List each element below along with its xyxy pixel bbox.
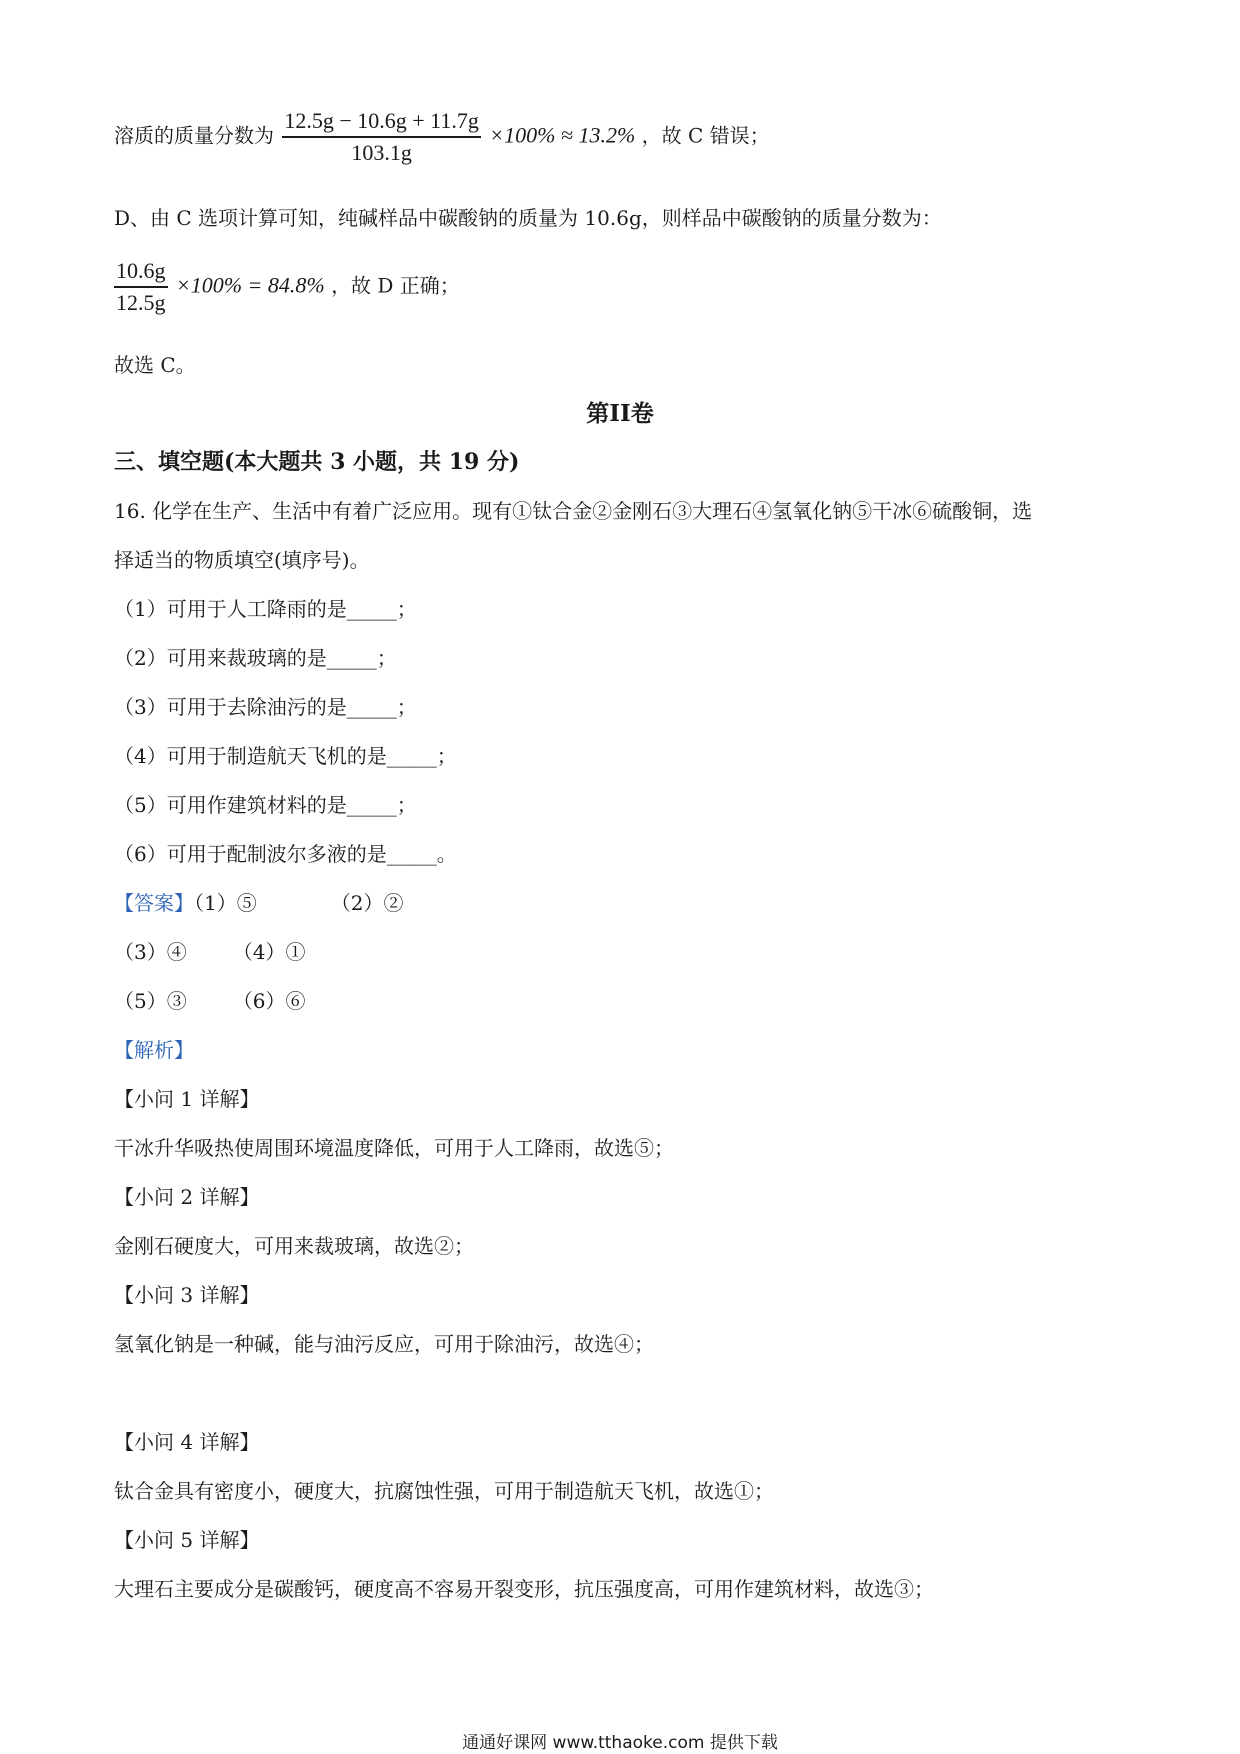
detail-heading-4: 【小问 4 详解】 [114, 1430, 260, 1454]
choose-c: 故选 C。 [114, 353, 196, 377]
solution-c-result: ×100% ≈ 13.2% [489, 122, 636, 148]
answer-6: （6）⑥ [232, 989, 306, 1013]
solution-d-fraction [114, 258, 168, 316]
detail-heading-3: 【小问 3 详解】 [114, 1283, 260, 1307]
answer-4: （4）① [232, 940, 306, 964]
page-footer: 通通好课网 www.tthaoke.com 提供下载 [462, 1733, 778, 1753]
answer-row-2 [114, 939, 305, 965]
answer-row-3 [114, 988, 305, 1014]
solution-d-numerator: 10.6g [114, 258, 168, 288]
solution-d-formula-line [114, 258, 460, 316]
answer-tag: 【答案】 [114, 891, 194, 915]
volume-title: 第II卷 [586, 400, 654, 427]
solution-c-numerator: 12.5g − 10.6g + 11.7g [282, 108, 481, 138]
question-item-2: （2）可用来裁玻璃的是_____； [114, 646, 397, 670]
solution-c-prefix: 溶质的质量分数为 [114, 123, 274, 148]
analysis-tag: 【解析】 [114, 1038, 194, 1062]
solution-d-denominator: 12.5g [116, 290, 166, 315]
detail-text-4: 钛合金具有密度小，硬度大，抗腐蚀性强，可用于制造航天飞机，故选①； [114, 1479, 774, 1503]
answer-3: （3）④ [114, 940, 187, 964]
solution-d-text: D、由 C 选项计算可知，纯碱样品中碳酸钠的质量为 10.6g，则样品中碳酸钠的质量分数为： [114, 206, 942, 230]
question-16-stem-line2: 择适当的物质填空(填序号)。 [114, 548, 370, 572]
answer-1: （1）⑤ [194, 891, 257, 915]
solution-c-suffix: ，故 C 错误； [641, 123, 770, 148]
answer-row-1 [114, 890, 403, 916]
solution-d-result: ×100% = 84.8% [175, 272, 325, 298]
detail-heading-2: 【小问 2 详解】 [114, 1185, 260, 1209]
detail-heading-5: 【小问 5 详解】 [114, 1528, 260, 1552]
question-item-5: （5）可用作建筑材料的是_____； [114, 793, 417, 817]
question-16-stem-line1: 16. 化学在生产、生活中有着广泛应用。现有①钛合金②金刚石③大理石④氢氧化钠⑤干冰⑥硫酸铜，选 [114, 499, 1033, 523]
detail-heading-1: 【小问 1 详解】 [114, 1087, 260, 1111]
section-title: 三、填空题(本大题共 3 小题，共 19 分) [114, 449, 520, 475]
question-item-6: （6）可用于配制波尔多液的是_____。 [114, 842, 457, 866]
detail-text-3: 氢氧化钠是一种碱，能与油污反应，可用于除油污，故选④； [114, 1332, 654, 1356]
answer-2: （2）② [330, 891, 404, 915]
question-item-1: （1）可用于人工降雨的是_____； [114, 597, 417, 621]
detail-text-1: 干冰升华吸热使周围环境温度降低，可用于人工降雨，故选⑤； [114, 1136, 674, 1160]
solution-d-suffix: ，故 D 正确； [331, 273, 460, 298]
solution-c-fraction [282, 108, 481, 166]
detail-text-2: 金刚石硬度大，可用来裁玻璃，故选②； [114, 1234, 474, 1258]
solution-c-denominator: 103.1g [351, 140, 412, 165]
solution-c-line [114, 108, 770, 166]
question-item-3: （3）可用于去除油污的是_____； [114, 695, 417, 719]
answer-5: （5）③ [114, 989, 187, 1013]
detail-text-5: 大理石主要成分是碳酸钙，硬度高不容易开裂变形，抗压强度高，可用作建筑材料，故选③； [114, 1577, 934, 1601]
question-item-4: （4）可用于制造航天飞机的是_____； [114, 744, 457, 768]
